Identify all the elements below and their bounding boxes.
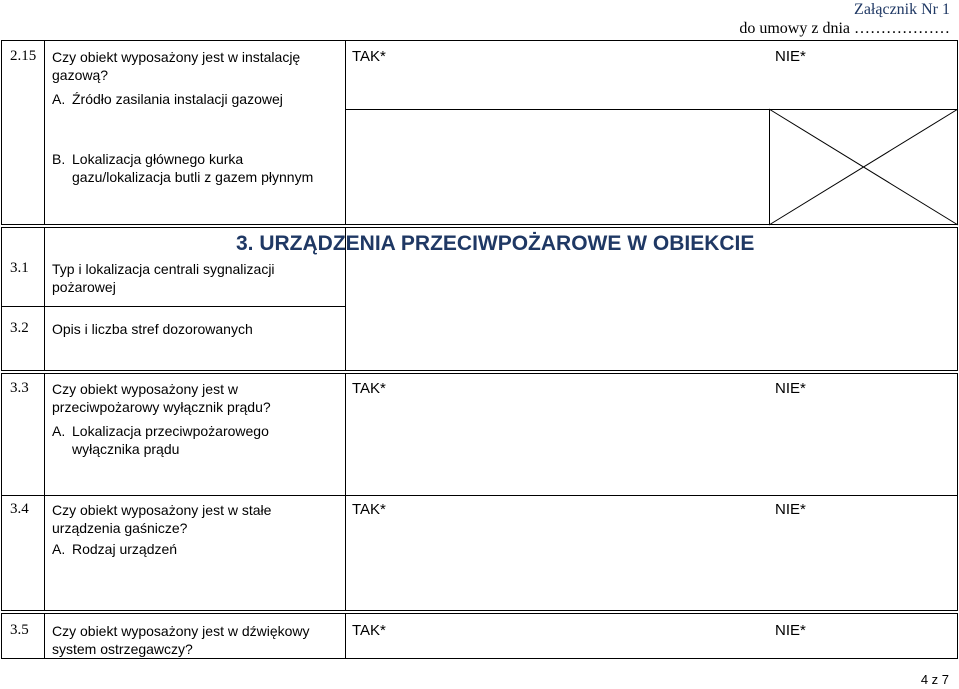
- row-2-15-question: [52, 48, 337, 84]
- row-3-5-question: [52, 622, 342, 658]
- row-2-15-question-text: Czy obiekt wyposażony jest w instalację gazową?: [52, 49, 301, 83]
- sub-b-letter: B.: [52, 151, 66, 167]
- attachment-label: Załącznik Nr 1: [854, 1, 950, 18]
- sub-a-letter: A.: [52, 423, 66, 439]
- row-3-4-sub-a: [52, 540, 302, 558]
- row-3-2-question-text: Opis i liczba stref dozorowanych: [52, 321, 253, 337]
- contract-date-label: do umowy z dnia ………………: [739, 20, 950, 37]
- row-3-5-question-text: Czy obiekt wyposażony jest w dźwiękowy system ostrzegawczy?: [52, 623, 310, 657]
- row-3-4-question-text: Czy obiekt wyposażony jest w stałe urządzenia gaśnicze?: [52, 502, 272, 536]
- row-2-15-nie-option[interactable]: NIE*: [775, 48, 806, 65]
- row-3-1-question: [52, 260, 314, 296]
- row-3-2-num-cell: [1, 306, 45, 371]
- row-3-3-number: 3.3: [10, 380, 29, 396]
- row-2-15-tak-option[interactable]: TAK*: [352, 48, 386, 65]
- sub-a-text: Źródło zasilania instalacji gazowej: [72, 91, 283, 107]
- sub-b-text: Lokalizacja głównego kurka gazu/lokalizacja butli z gazem płynnym: [72, 151, 314, 185]
- row-3-4-number: 3.4: [10, 501, 29, 517]
- row-3-3-tak-option[interactable]: TAK*: [352, 380, 386, 397]
- row-3-2-question: [52, 320, 342, 338]
- cross-mark-icon: [769, 109, 958, 225]
- row-3-3-answer-cell: [345, 373, 958, 496]
- row-3-3-nie-option[interactable]: NIE*: [775, 380, 806, 397]
- row-2-15-number: 2.15: [10, 48, 37, 64]
- row-3-5-number: 3.5: [10, 622, 29, 638]
- sub-a-text: Rodzaj urządzeń: [72, 541, 178, 557]
- row-2-15-answer-cell: [345, 40, 958, 110]
- row-3-3-sub-a: [52, 422, 297, 458]
- row-3-3-question: [52, 380, 297, 416]
- page-number: 4 z 7: [920, 672, 949, 687]
- row-2-15-sub-a: [52, 90, 342, 108]
- row-3-3-question-text: Czy obiekt wyposażony jest w przeciwpożarowy wyłącznik prądu?: [52, 381, 271, 415]
- row-3-4-question: [52, 501, 302, 537]
- sub-a-letter: A.: [52, 91, 66, 107]
- row-3-4-nie-option[interactable]: NIE*: [775, 501, 806, 518]
- row-3-5-nie-option[interactable]: NIE*: [775, 622, 806, 639]
- row-3-2-number: 3.2: [10, 320, 29, 336]
- section-3-title: 3. URZĄDZENIA PRZECIWPOŻAROWE W OBIEKCIE: [236, 232, 755, 255]
- row-2-15-num-cell: [1, 40, 45, 225]
- sub-a-letter: A.: [52, 541, 66, 557]
- sub-a-text: Lokalizacja przeciwpożarowego wyłącznika prądu: [72, 423, 269, 457]
- row-3-1-number: 3.1: [10, 260, 29, 276]
- row-3-5-answer-cell: [345, 613, 958, 659]
- row-3-4-answer-cell: [345, 495, 958, 611]
- row-2-15-sub-b: [52, 150, 342, 186]
- document-header: [739, 0, 950, 38]
- row-3-5-tak-option[interactable]: TAK*: [352, 622, 386, 639]
- row-3-2-question-cell: [44, 306, 346, 371]
- row-3-4-tak-option[interactable]: TAK*: [352, 501, 386, 518]
- row-3-1-question-text: Typ i lokalizacja centrali sygnalizacji pożarowej: [52, 261, 275, 295]
